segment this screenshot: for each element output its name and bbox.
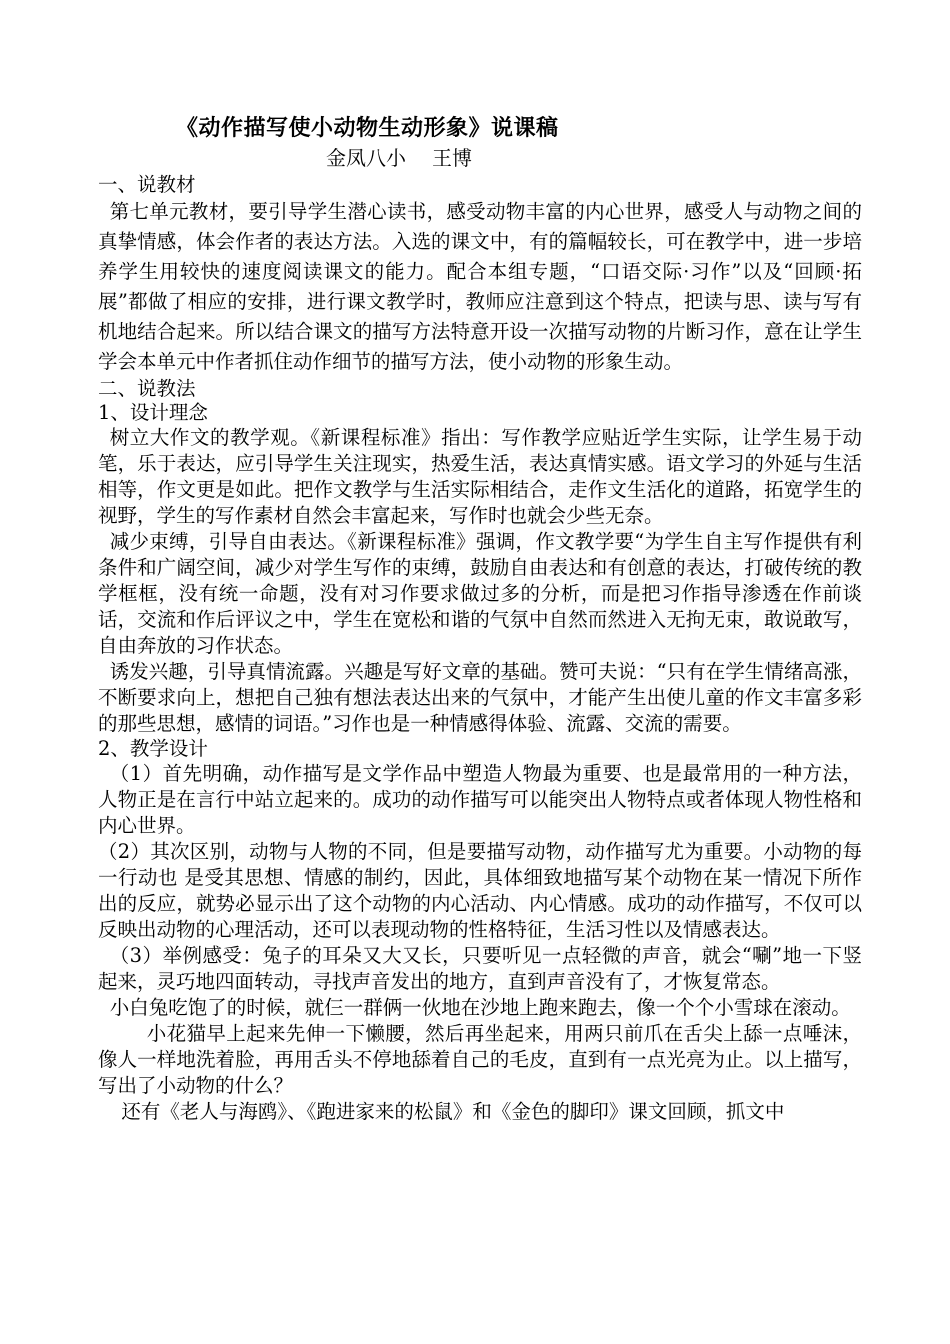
paragraph-example-rabbit: 小白兔吃饱了的时候，就仨一群俩一伙地在沙地上跑来跑去，像一个个小雪球在滚动。 <box>109 996 851 1019</box>
paragraph-design-step-3: （3）举例感受：兔子的耳朵又大又长，只要听见一点轻微的声音，就会“唰”地一下竖起来，灵巧地四面转动，寻找声音发出的地方，直到声音没有了，才恢复常态。 <box>98 944 862 993</box>
author-line <box>326 144 862 173</box>
author-name: 王博 <box>432 146 472 170</box>
document-title: 《动作描写使小动物生动形象》说课稿 <box>176 115 559 141</box>
subheading-teaching-design: 2、教学设计 <box>98 737 208 760</box>
subheading-design-concept: 1、设计理念 <box>98 401 208 424</box>
school-name: 金凤八小 <box>326 146 406 170</box>
paragraph-review-lessons: 还有《老人与海鸥》、《跑进家来的松鼠》和《金色的脚印》课文回顾，抓文中 <box>121 1100 785 1123</box>
section-heading-teaching-method: 二、说教法 <box>98 377 196 400</box>
document-body <box>98 112 862 1125</box>
paragraph-induce-interest: 诱发兴趣，引导真情流露。兴趣是写好文章的基础。赞可夫说：“只有在学生情绪高涨，不断要求向上，想把自己独有想法表达出来的气氛中，才能产生出使儿童的作文丰富多彩的那些思想，感情的词语。”习作也是一种情感得体验、流露、交流的需要。 <box>98 660 862 735</box>
paragraph-design-step-1: （1）首先明确，动作描写是文学作品中塑造人物最为重要、也是最常用的一种方法，人物正是在言行中站立起来的。成功的动作描写可以能突出人物特点或者体现人物性格和内心世界。 <box>98 762 862 837</box>
paragraph-reduce-constraints: 减少束缚，引导自由表达。《新课程标准》强调，作文教学要“为学生自主写作提供有利条件和广阔空间，减少对学生写作的束缚，鼓励自由表达和有创意的表达，打破传统的教学框框，没有统一命题，没有对习作要求做过多的分析，而是把习作指导渗透在作前谈话，交流和作后评议之中，学生在宽松和谐的气氛中自然而然进入无拘无束，敢说敢写，自由奔放的习作状态。 <box>98 530 862 657</box>
paragraph-teaching-material: 第七单元教材，要引导学生潜心读书，感受动物丰富的内心世界，感受人与动物之间的真挚情感，体会作者的表达方法。入选的课文中，有的篇幅较长，可在教学中，进一步培养学生用较快的速度阅读课文的能力。配合本组专题，“口语交际·习作”以及“回顾·拓展”都做了相应的安排，进行课文教学时，教师应注意到这个特点，把读与思、读与写有机地结合起来。所以结合课文的描写方法特意开设一次描写动物的片断习作，意在让学生学会本单元中作者抓住动作细节的描写方法，使小动物的形象生动。 <box>98 200 862 373</box>
section-heading-teaching-material: 一、说教材 <box>98 173 196 196</box>
paragraph-design-step-2: （2）其次区别，动物与人物的不同，但是要描写动物，动作描写尤为重要。小动物的每一行动也 是受其思想、情感的制约，因此，具体细致地描写某个动物在某一情况下所作出的反应，就势必显示出了这个动物的内心活动、内心情感。成功的动作描写，不仅可以反映出动物的心理活动，还可以表现动物的性格特征，生活习性以及情感表达。 <box>98 840 862 941</box>
paragraph-example-cat: 小花猫早上起来先伸一下懒腰，然后再坐起来，用两只前爪在舌尖上舔一点唾沫，像人一样地洗着脸，再用舌头不停地舔着自己的毛皮，直到有一点光亮为止。以上描写，写出了小动物的什么？ <box>98 1022 862 1097</box>
paragraph-big-composition: 树立大作文的教学观。《新课程标准》指出：写作教学应贴近学生实际，让学生易于动笔，乐于表达，应引导学生关注现实，热爱生活，表达真情实感。语文学习的外延与生活相等，作文更是如此。把作文教学与生活实际相结合，走作文生活化的道路，拓宽学生的视野，学生的写作素材自然会丰富起来，写作时也就会少些无奈。 <box>98 426 862 527</box>
